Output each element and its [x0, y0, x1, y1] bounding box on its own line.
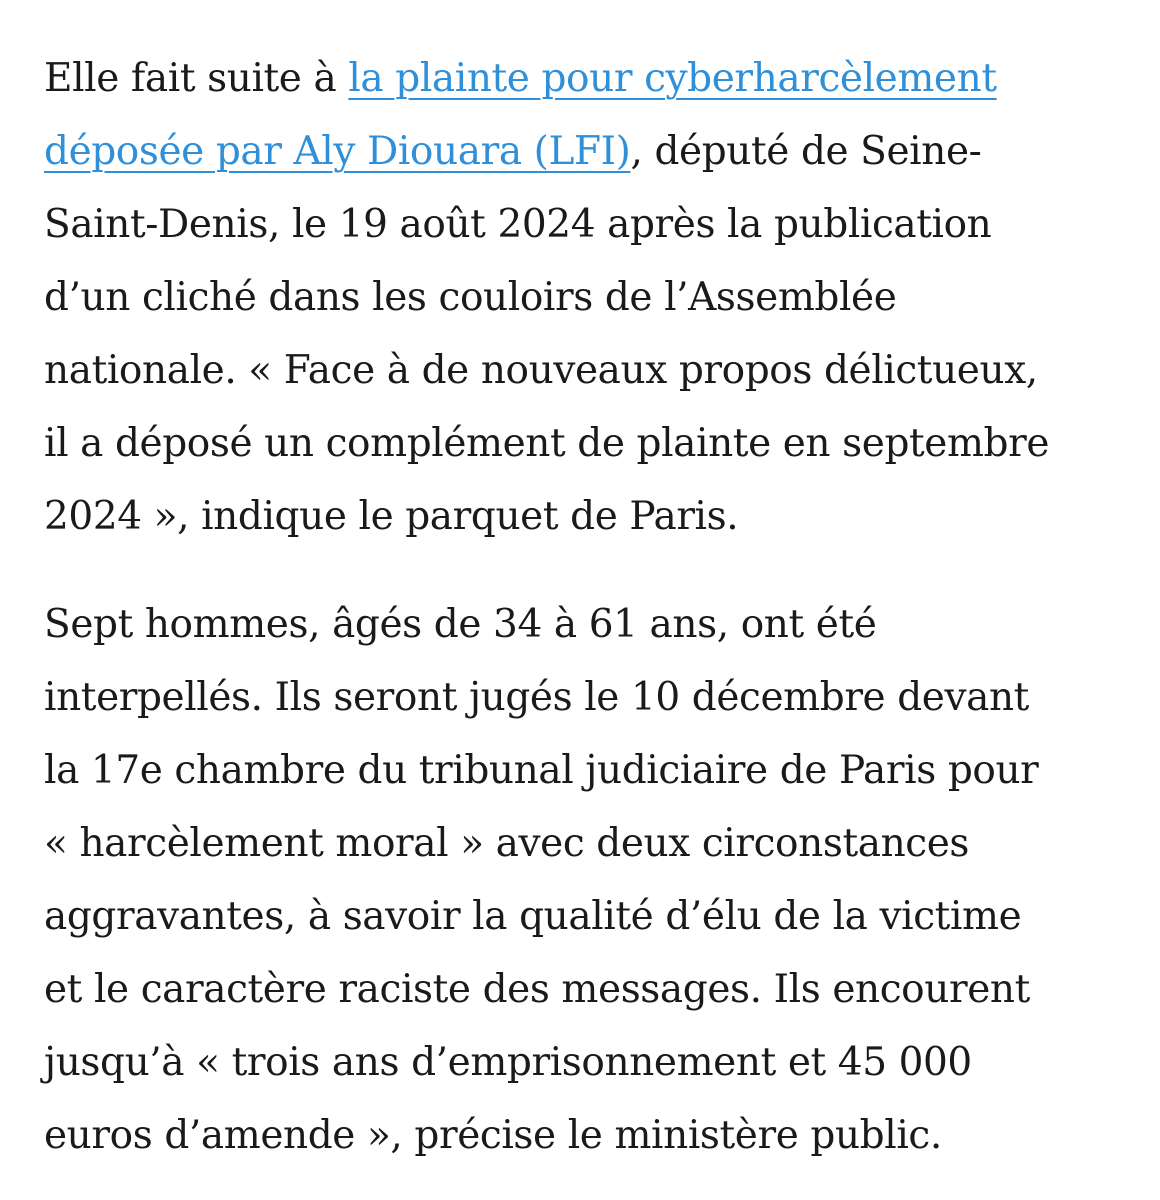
paragraph-line: aggravantes, à savoir la qualité d’élu de la victime [44, 894, 1022, 939]
paragraph-line: 2024 », indique le parquet de Paris. [44, 494, 739, 539]
paragraph-line: « harcèlement moral » avec deux circonstances [44, 821, 970, 866]
complaint-link[interactable]: la plainte pour cyberharcèlement [348, 56, 997, 101]
paragraph-line: et le caractère raciste des messages. Ils encourent [44, 967, 1030, 1012]
complaint-link[interactable]: déposée par Aly Diouara (LFI) [44, 129, 631, 174]
paragraph-text: , député de Seine- [630, 129, 982, 174]
paragraph-line: la 17e chambre du tribunal judiciaire de Paris pour [44, 748, 1039, 793]
paragraph-suspects [44, 588, 1120, 1172]
paragraph-line: il a déposé un complément de plainte en septembre [44, 421, 1050, 466]
paragraph-line: Sept hommes, âgés de 34 à 61 ans, ont été [44, 602, 877, 647]
paragraph-line: Saint-Denis, le 19 août 2024 après la publication [44, 202, 992, 247]
paragraph-complaint [44, 42, 1120, 553]
paragraph-line [44, 42, 1120, 115]
paragraph-line [44, 115, 1120, 188]
paragraph-line: jusqu’à « trois ans d’emprisonnement et 45 000 [44, 1040, 972, 1085]
paragraph-text: Elle fait suite à [44, 56, 349, 101]
paragraph-line: d’un cliché dans les couloirs de l’Assemblée [44, 275, 897, 320]
paragraph-line: interpellés. Ils seront jugés le 10 décembre devant [44, 675, 1029, 720]
paragraph-line: euros d’amende », précise le ministère public. [44, 1113, 942, 1158]
paragraph-line: nationale. « Face à de nouveaux propos délictueux, [44, 348, 1038, 393]
